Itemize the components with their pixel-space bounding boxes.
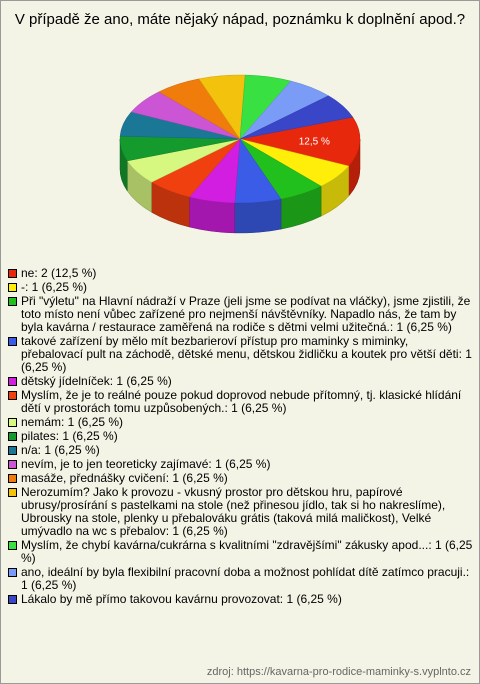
legend-swatch bbox=[8, 283, 17, 292]
legend-item bbox=[8, 566, 473, 592]
legend-label: nevím, je to jen teoreticky zajímavé: 1 (6,25 %) bbox=[21, 457, 271, 471]
legend-swatch bbox=[8, 488, 17, 497]
legend-swatch bbox=[8, 595, 17, 604]
legend-label: Nerozumím? Jako k provozu - vkusný prostor pro dětskou hru, papírové ubrusy/prosírání s pastelkami na stole (než přinesou jídlo, tak si ho nakreslíme), Ubrousky na stole, plenky u přebalováku grátis (taková milá maličkost), Velké umývadlo na wc s přebalov: 1 (6,25 %) bbox=[21, 485, 446, 538]
source-note: zdroj: https://kavarna-pro-rodice-maminky-s.vyplnto.cz bbox=[206, 666, 471, 678]
legend-label: Myslím, že je to reálné pouze pokud doprovod nebude přítomný, tj. klasické hlídání dětí v prostorách tomu uzpůsobených.: 1 (6,25 %) bbox=[21, 388, 462, 415]
pie-slice-percent-label: 12,5 % bbox=[298, 136, 330, 148]
legend-label: pilates: 1 (6,25 %) bbox=[21, 429, 118, 443]
legend-label: n/a: 1 (6,25 %) bbox=[21, 443, 100, 457]
legend-item bbox=[8, 593, 473, 606]
legend-item bbox=[8, 335, 473, 374]
legend-swatch bbox=[8, 391, 17, 400]
legend-item bbox=[8, 458, 473, 471]
legend-label: Lákalo by mě přímo takovou kavárnu provozovat: 1 (6,25 %) bbox=[21, 592, 342, 606]
legend-swatch bbox=[8, 269, 17, 278]
legend-swatch bbox=[8, 568, 17, 577]
legend-item bbox=[8, 375, 473, 388]
legend-swatch bbox=[8, 337, 17, 346]
legend-swatch bbox=[8, 446, 17, 455]
legend-item bbox=[8, 267, 473, 280]
legend-item bbox=[8, 281, 473, 294]
legend-item bbox=[8, 444, 473, 457]
legend-item bbox=[8, 472, 473, 485]
legend-item bbox=[8, 539, 473, 565]
pie-chart bbox=[1, 41, 479, 251]
legend-label: ano, ideální by byla flexibilní pracovní doba a možnost pohlídat dítě zatímco pracuji.: 1 (6,25 %) bbox=[21, 565, 470, 592]
legend-item bbox=[8, 416, 473, 429]
legend-swatch bbox=[8, 297, 17, 306]
legend-swatch bbox=[8, 432, 17, 441]
legend-item bbox=[8, 389, 473, 415]
legend-label: nemám: 1 (6,25 %) bbox=[21, 415, 124, 429]
legend-label: masáže, přednášky cvičení: 1 (6,25 %) bbox=[21, 471, 228, 485]
legend-label: -: 1 (6,25 %) bbox=[21, 280, 88, 294]
legend-swatch bbox=[8, 474, 17, 483]
legend-swatch bbox=[8, 377, 17, 386]
legend-item bbox=[8, 486, 473, 538]
legend-label: Myslím, že chybí kavárna/cukrárna s kvalitními "zdravějšími" zákusky apod...: 1 (6,25 %) bbox=[21, 538, 473, 565]
chart-title: V případě že ano, máte nějaký nápad, poznámku k doplnění apod.? bbox=[14, 11, 466, 28]
legend-label: takové zařízení by mělo mít bezbarieroví přístup pro maminky s miminky, přebalovací pult na záchodě, dětské menu, dětskou židličku a koutek pro větší děti: 1 (6,25 %) bbox=[21, 334, 472, 374]
legend-item bbox=[8, 430, 473, 443]
pie-chart-area bbox=[1, 41, 479, 251]
legend-item bbox=[8, 295, 473, 334]
legend-swatch bbox=[8, 460, 17, 469]
pie-slice-side-3 bbox=[235, 199, 281, 233]
legend-swatch bbox=[8, 418, 17, 427]
legend-label: dětský jídelníček: 1 (6,25 %) bbox=[21, 374, 172, 388]
legend-label: Při "výletu" na Hlavní nádraží v Praze (jeli jsme se podívat na vláčky), jsme zjistili, že toto místo není vůbec zařízené pro nejmenší návštěvníky. Napadlo nás, že tam by byla kavárna / restaurace zaměřená na rodiče s dětmi velmi užitečná.: 1 (6,25 %) bbox=[21, 294, 471, 334]
legend-label: ne: 2 (12,5 %) bbox=[21, 266, 97, 280]
chart-legend bbox=[8, 267, 473, 607]
legend-swatch bbox=[8, 541, 17, 550]
